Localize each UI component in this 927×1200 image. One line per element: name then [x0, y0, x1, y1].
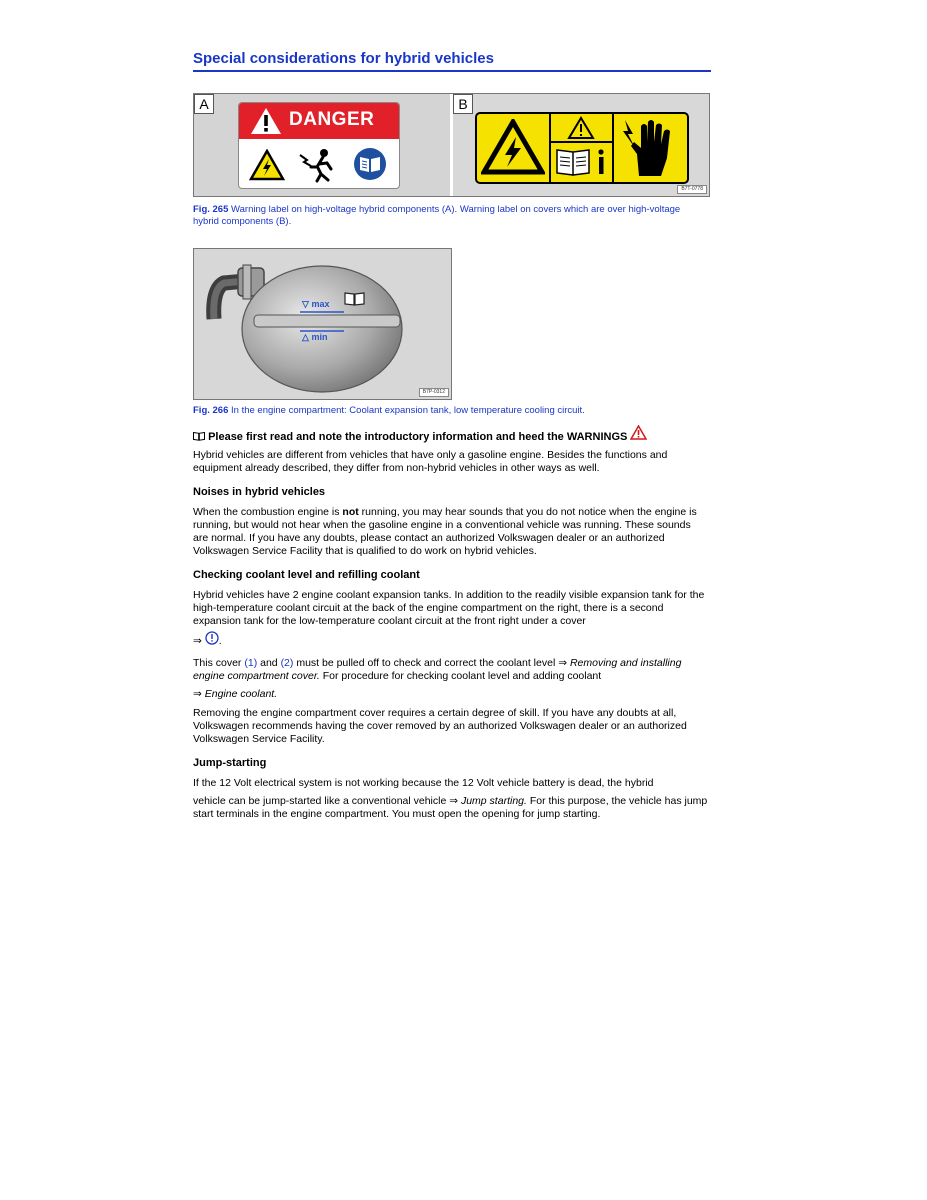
para-text: For this purpose, the vehicle has jump start terminals in the engine compartment. You must open the opening for jump starting. [193, 795, 708, 820]
electric-shock-icon [297, 147, 337, 183]
warning-triangle-icon[interactable] [630, 425, 647, 440]
high-voltage-icon [249, 149, 285, 181]
callout-link-1[interactable]: (1) [244, 657, 258, 669]
danger-label [238, 102, 400, 189]
panel-a [194, 94, 450, 196]
section-heading-jump: Jump-starting [193, 757, 267, 769]
jump-paragraph [193, 795, 708, 821]
manual-book-icon [193, 431, 205, 441]
section-heading-coolant: Checking coolant level and refilling coolant [193, 569, 420, 581]
coolant-paragraph-3: Removing the engine compartment cover requires a certain degree of skill. If you have any doubts at all, Volkswagen recommends having the cover removed by an authorized Volkswagen dealer or an authorized Volkswagen Service Facility. [193, 707, 687, 745]
figure-code: B7T-0778 [677, 185, 707, 194]
arrow-icon: ⇒ [193, 635, 202, 647]
cross-reference-link[interactable]: Removing and installing engine compartment cover. [193, 657, 682, 682]
min-label: min [311, 332, 328, 342]
coolant-paragraph-2 [193, 657, 708, 683]
coolant-paragraph-1: Hybrid vehicles have 2 engine coolant expansion tanks. In addition to the readily visible expansion tank for the high-temperature coolant circuit at the back of the engine compartment on the right, there is a second expansion tank for the low-temperature coolant circuit at the front right under a cover [193, 589, 705, 627]
max-label: max [311, 299, 330, 309]
label-divider [549, 114, 551, 182]
caption-text: Warning label on high-voltage hybrid components (A). Warning label on covers which are over high-voltage hybrid components (B). [193, 204, 681, 227]
figure-265 [193, 93, 710, 197]
figure-label: Fig. 265 [193, 204, 229, 215]
arrow-icon: ⇒ [193, 688, 202, 700]
manual-book-icon [555, 145, 611, 179]
jump-line-1: If the 12 Volt electrical system is not working because the 12 Volt vehicle battery is dead, the hybrid [193, 777, 654, 789]
chevron-up-icon: △ [302, 332, 309, 342]
para-text: vehicle can be jump-started like a conventional vehicle [193, 795, 450, 807]
intro-line [193, 425, 647, 443]
para-text: This cover [193, 657, 245, 669]
label-divider [551, 141, 612, 143]
figure-266 [193, 248, 452, 400]
noises-text: running, you may hear sounds that you do not notice when the engine is running, but would not hear when the gasoline engine in a conventional vehicle was running. These sounds are normal. If you have any doubts, please contact an authorized Volkswagen dealer or an authorized Volkswagen Service Facility that is qualified to do work on hybrid vehicles. [193, 506, 697, 557]
caution-label [475, 112, 689, 184]
caption-text: In the engine compartment: Coolant expansion tank, low temperature cooling circuit. [228, 405, 585, 416]
caution-circle-icon[interactable] [205, 631, 219, 645]
para-text: and [257, 657, 281, 669]
callout-link-2[interactable]: (2) [280, 657, 294, 669]
section-heading-noises: Noises in hybrid vehicles [193, 486, 326, 498]
coolant-xref-line [193, 688, 708, 701]
arrow-icon: ⇒ [558, 657, 568, 669]
manual-book-icon [353, 147, 387, 181]
hand-shock-icon [617, 116, 685, 180]
danger-header [239, 103, 399, 139]
hybrid-paragraph: Hybrid vehicles are different from vehicles that have only a gasoline engine. Besides the functions and equipment already described, they differ from non-hybrid vehicles in other ways as well. [193, 449, 668, 474]
coolant-tank-illustration [194, 249, 451, 399]
warning-triangle-icon [249, 106, 283, 136]
chevron-down-icon: ▽ [302, 299, 309, 309]
figure-label: Fig. 266 [193, 405, 229, 416]
label-divider [612, 114, 614, 182]
danger-text: DANGER [289, 109, 375, 130]
figure-265-caption [193, 204, 708, 228]
coolant-caution-ref: ⇒ . [193, 631, 708, 648]
page-title: Special considerations for hybrid vehicles [193, 50, 711, 72]
high-voltage-icon [481, 119, 545, 175]
figure-code: B7P-0312 [419, 388, 449, 397]
panel-b [453, 94, 709, 196]
panel-b-letter: B [453, 94, 473, 114]
max-mark [302, 299, 329, 310]
para-text: For procedure for checking coolant level and adding coolant [319, 670, 602, 682]
manual-book-icon [344, 290, 366, 306]
para-text: must be pulled off to check and correct the coolant level [293, 657, 559, 669]
noises-paragraph [193, 506, 708, 558]
intro-text: Please first read and note the introductory information and heed the WARNINGS [208, 431, 628, 443]
panel-a-letter: A [194, 94, 214, 114]
min-mark [302, 332, 327, 343]
noises-emphasis: not [342, 506, 359, 518]
cross-reference-link[interactable]: Engine coolant. [204, 688, 278, 700]
figure-266-caption [193, 405, 708, 417]
noises-text: When the combustion engine is [193, 506, 343, 518]
arrow-icon: ⇒ [449, 795, 459, 807]
cross-reference-link[interactable]: Jump starting. [460, 795, 527, 807]
warning-triangle-icon [567, 116, 595, 140]
